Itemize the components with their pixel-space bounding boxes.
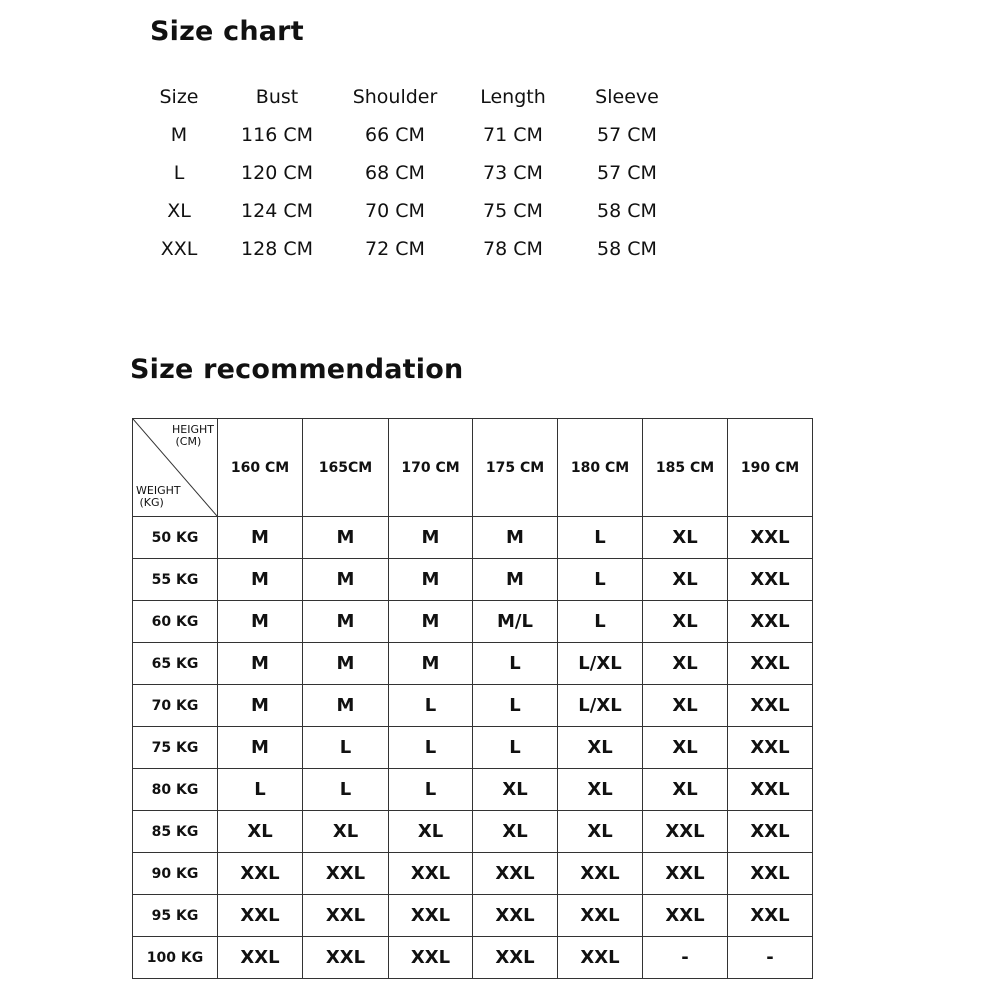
table-row [133, 937, 813, 979]
size-cell: M [389, 643, 473, 685]
size-cell: L [558, 559, 643, 601]
height-column-header: 160 CM [218, 419, 303, 517]
measurement-cell: 70 CM [365, 200, 425, 222]
size-cell: M [473, 559, 558, 601]
measurement-cell: 128 CM [241, 238, 313, 260]
size-cell: L [389, 727, 473, 769]
weight-row-header: 85 KG [133, 811, 218, 853]
size-cell: L [218, 769, 303, 811]
size-cell: L [389, 685, 473, 727]
size-cell: M [218, 727, 303, 769]
measurement-cell: 72 CM [365, 238, 425, 260]
size-cell: XXL [643, 811, 728, 853]
size-cell: XL [643, 517, 728, 559]
weight-row-header: 60 KG [133, 601, 218, 643]
size-cell: XL [643, 559, 728, 601]
measurement-cell: 68 CM [365, 162, 425, 184]
size-cell: M [473, 517, 558, 559]
height-column-header: 185 CM [643, 419, 728, 517]
size-cell: L [558, 517, 643, 559]
size-cell: XXL [303, 895, 389, 937]
table-row [133, 685, 813, 727]
size-cell: XXL [218, 895, 303, 937]
measurement-cell: 116 CM [241, 124, 313, 146]
measurement-cell: 58 CM [597, 238, 657, 260]
size-cell: XXL [728, 643, 813, 685]
weight-row-header: 55 KG [133, 559, 218, 601]
size-cell: M [218, 601, 303, 643]
size-cell: XL [218, 811, 303, 853]
size-cell: XXL [643, 895, 728, 937]
size-cell: XXL [558, 895, 643, 937]
size-cell: XL [643, 643, 728, 685]
table-row [133, 601, 813, 643]
size-chart-header: Shoulder [352, 86, 438, 108]
height-column-header: 170 CM [389, 419, 473, 517]
size-chart-table [140, 78, 682, 268]
measurement-cell: 58 CM [597, 200, 657, 222]
measurement-cell: 57 CM [597, 124, 657, 146]
height-axis-unit: (CM) [175, 435, 202, 448]
size-cell: M [218, 643, 303, 685]
size-cell: XXL [728, 517, 813, 559]
size-cell: XXL [303, 853, 389, 895]
size-label: M [170, 124, 188, 146]
size-cell: XXL [389, 853, 473, 895]
size-chart-row [140, 230, 682, 268]
size-cell: M [218, 517, 303, 559]
measurement-cell: 120 CM [241, 162, 313, 184]
height-axis-label: HEIGHT [172, 423, 214, 436]
size-cell: XL [558, 727, 643, 769]
size-cell: M [389, 517, 473, 559]
size-cell: XXL [303, 937, 389, 979]
size-cell: XXL [728, 685, 813, 727]
size-cell: - [643, 937, 728, 979]
measurement-cell: 78 CM [483, 238, 543, 260]
size-cell: L [303, 769, 389, 811]
table-row [133, 727, 813, 769]
size-cell: L/XL [558, 643, 643, 685]
table-row [133, 895, 813, 937]
height-column-header: 190 CM [728, 419, 813, 517]
size-chart-header: Bust [255, 86, 299, 108]
size-cell: XL [643, 727, 728, 769]
weight-row-header: 80 KG [133, 769, 218, 811]
size-chart-header-row [140, 78, 682, 116]
size-label: XXL [160, 238, 198, 260]
size-cell: - [728, 937, 813, 979]
measurement-cell: 124 CM [241, 200, 313, 222]
size-recommendation-table [132, 418, 813, 979]
size-cell: M [218, 685, 303, 727]
height-header-row [133, 419, 813, 517]
weight-row-header: 70 KG [133, 685, 218, 727]
size-cell: XL [473, 769, 558, 811]
weight-axis-label: WEIGHT [136, 484, 181, 497]
height-column-header: 175 CM [473, 419, 558, 517]
size-label: XL [167, 200, 191, 222]
size-cell: XL [643, 769, 728, 811]
size-cell: XXL [218, 853, 303, 895]
size-cell: XXL [558, 937, 643, 979]
size-cell: XL [473, 811, 558, 853]
size-chart-title: Size chart [150, 16, 304, 47]
height-column-header: 180 CM [558, 419, 643, 517]
table-row [133, 811, 813, 853]
weight-axis-unit: (KG) [139, 496, 164, 509]
measurement-cell: 71 CM [483, 124, 543, 146]
size-cell: XXL [558, 853, 643, 895]
size-chart-row [140, 154, 682, 192]
size-cell: M [218, 559, 303, 601]
size-cell: L/XL [558, 685, 643, 727]
weight-row-header: 75 KG [133, 727, 218, 769]
size-chart-row [140, 116, 682, 154]
size-cell: XXL [728, 811, 813, 853]
size-chart-header: Sleeve [595, 86, 659, 108]
size-cell: M [303, 685, 389, 727]
weight-row-header: 100 KG [133, 937, 218, 979]
weight-row-header: 95 KG [133, 895, 218, 937]
size-cell: XXL [728, 769, 813, 811]
table-row [133, 853, 813, 895]
size-cell: L [389, 769, 473, 811]
size-cell: M [303, 559, 389, 601]
weight-row-header: 90 KG [133, 853, 218, 895]
size-cell: M [389, 559, 473, 601]
size-cell: L [473, 727, 558, 769]
measurement-cell: 57 CM [597, 162, 657, 184]
size-cell: M [303, 517, 389, 559]
size-cell: XXL [728, 727, 813, 769]
size-chart-header: Size [159, 86, 199, 108]
size-cell: XXL [218, 937, 303, 979]
size-cell: L [303, 727, 389, 769]
size-cell: XXL [473, 853, 558, 895]
size-cell: L [558, 601, 643, 643]
size-cell: XXL [643, 853, 728, 895]
size-cell: XL [643, 601, 728, 643]
size-cell: M [303, 643, 389, 685]
size-recommendation-title: Size recommendation [130, 354, 464, 385]
size-label: L [173, 162, 185, 184]
size-cell: XXL [728, 601, 813, 643]
size-cell: XL [303, 811, 389, 853]
measurement-cell: 73 CM [483, 162, 543, 184]
size-cell: XXL [728, 895, 813, 937]
table-row [133, 559, 813, 601]
size-cell: XXL [728, 853, 813, 895]
size-chart-row [140, 192, 682, 230]
measurement-cell: 66 CM [365, 124, 425, 146]
size-cell: XL [643, 685, 728, 727]
weight-row-header: 50 KG [133, 517, 218, 559]
size-cell: M [389, 601, 473, 643]
size-cell: L [473, 643, 558, 685]
size-cell: XXL [473, 937, 558, 979]
measurement-cell: 75 CM [483, 200, 543, 222]
size-cell: XXL [728, 559, 813, 601]
size-cell: XL [389, 811, 473, 853]
size-chart-header: Length [480, 86, 546, 108]
weight-row-header: 65 KG [133, 643, 218, 685]
height-column-header: 165CM [303, 419, 389, 517]
size-cell: M/L [473, 601, 558, 643]
size-cell: XL [558, 769, 643, 811]
size-cell: XXL [473, 895, 558, 937]
size-cell: XXL [389, 937, 473, 979]
table-row [133, 643, 813, 685]
corner-cell [133, 419, 218, 517]
size-cell: L [473, 685, 558, 727]
size-cell: XL [558, 811, 643, 853]
table-row [133, 769, 813, 811]
size-cell: XXL [389, 895, 473, 937]
size-cell: M [303, 601, 389, 643]
table-row [133, 517, 813, 559]
